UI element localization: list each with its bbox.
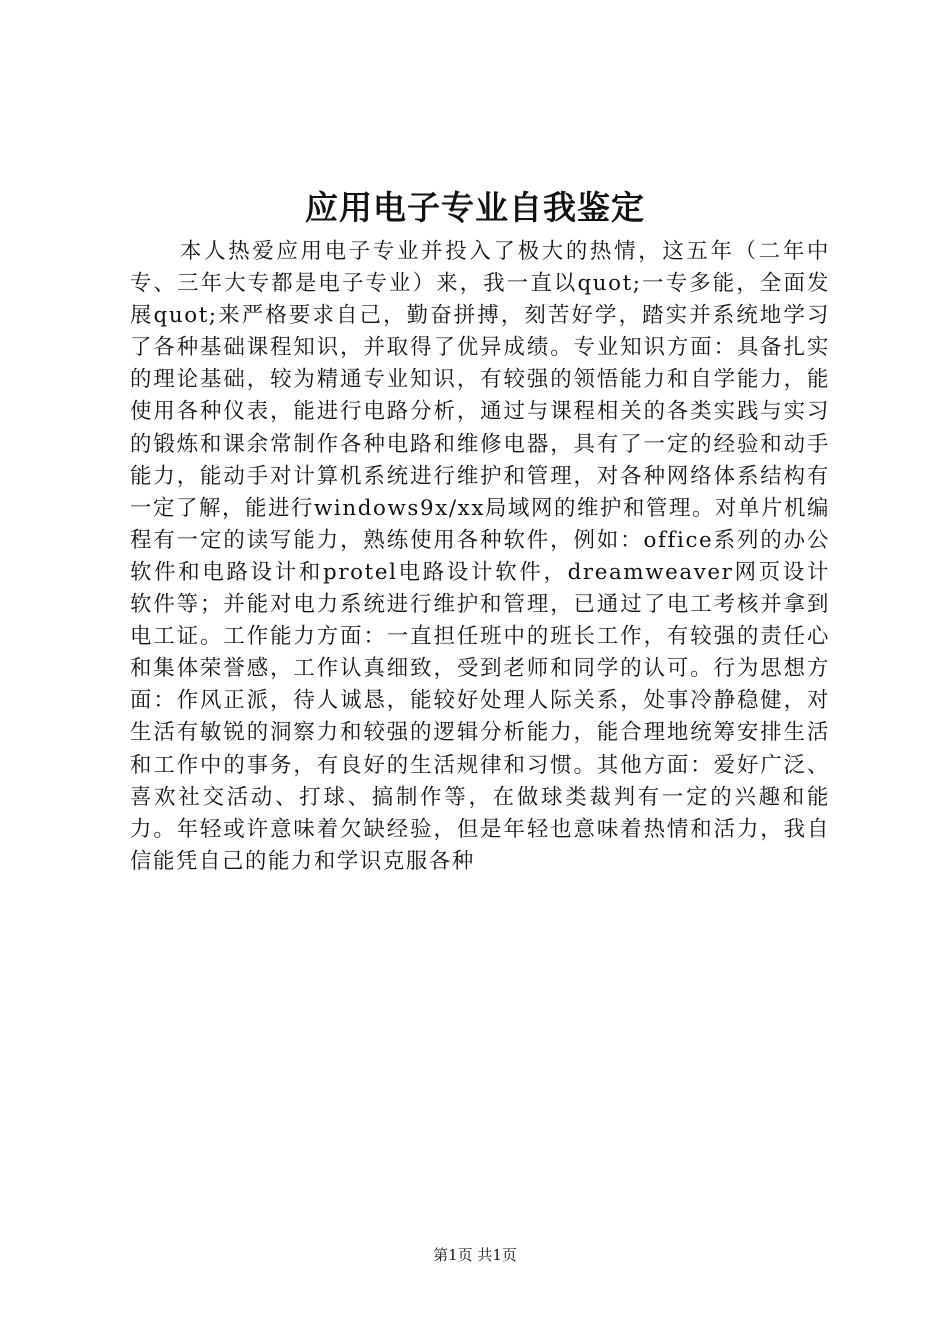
document-body-paragraph: 本人热爱应用电子专业并投入了极大的热情，这五年（二年中专、三年大专都是电子专业）来，我一直以quot;一专多能，全面发展quot;来严格要求自己，勤奋拼搏，刻苦好学，踏实并系统地学习了各种基础课程知识，并取得了优异成绩。专业知识方面：具备扎实的理论基础，较为精通专业知识，有较强的领悟能力和自学能力，能使用各种仪表，能进行电路分析，通过与课程相关的各类实践与实习的锻炼和课余常制作各种电路和维修电器，具有了一定的经验和动手能力，能动手对计算机系统进行维护和管理，对各种网络体系结构有一定了解，能进行windows9x/xx局域网的维护和管理。对单片机编程有一定的读写能力，熟练使用各种软件，例如：office系列的办公软件和电路设计和protel电路设计软件，dreamweaver网页设计软件等；并能对电力系统进行维护和管理，已通过了电工考核并拿到电工证。工作能力方面：一直担任班中的班长工作，有较强的责任心和集体荣誉感，工作认真细致，受到老师和同学的认可。行为思想方面：作风正派，待人诚恳，能较好处理人际关系，处事冷静稳健，对生活有敏锐的洞察力和较强的逻辑分析能力，能合理地统筹安排生活和工作中的事务，有良好的生活规律和习惯。其他方面：爱好广泛、喜欢社交活动、打球、搞制作等，在做球类裁判有一定的兴趣和能力。年轻或许意味着欠缺经验，但是年轻也意味着热情和活力，我自信能凭自己的能力和学识克服各种 <box>130 239 830 874</box>
page-number-footer: 第1页 共1页 <box>433 1246 517 1264</box>
document-title: 应用电子专业自我鉴定 <box>305 188 645 227</box>
